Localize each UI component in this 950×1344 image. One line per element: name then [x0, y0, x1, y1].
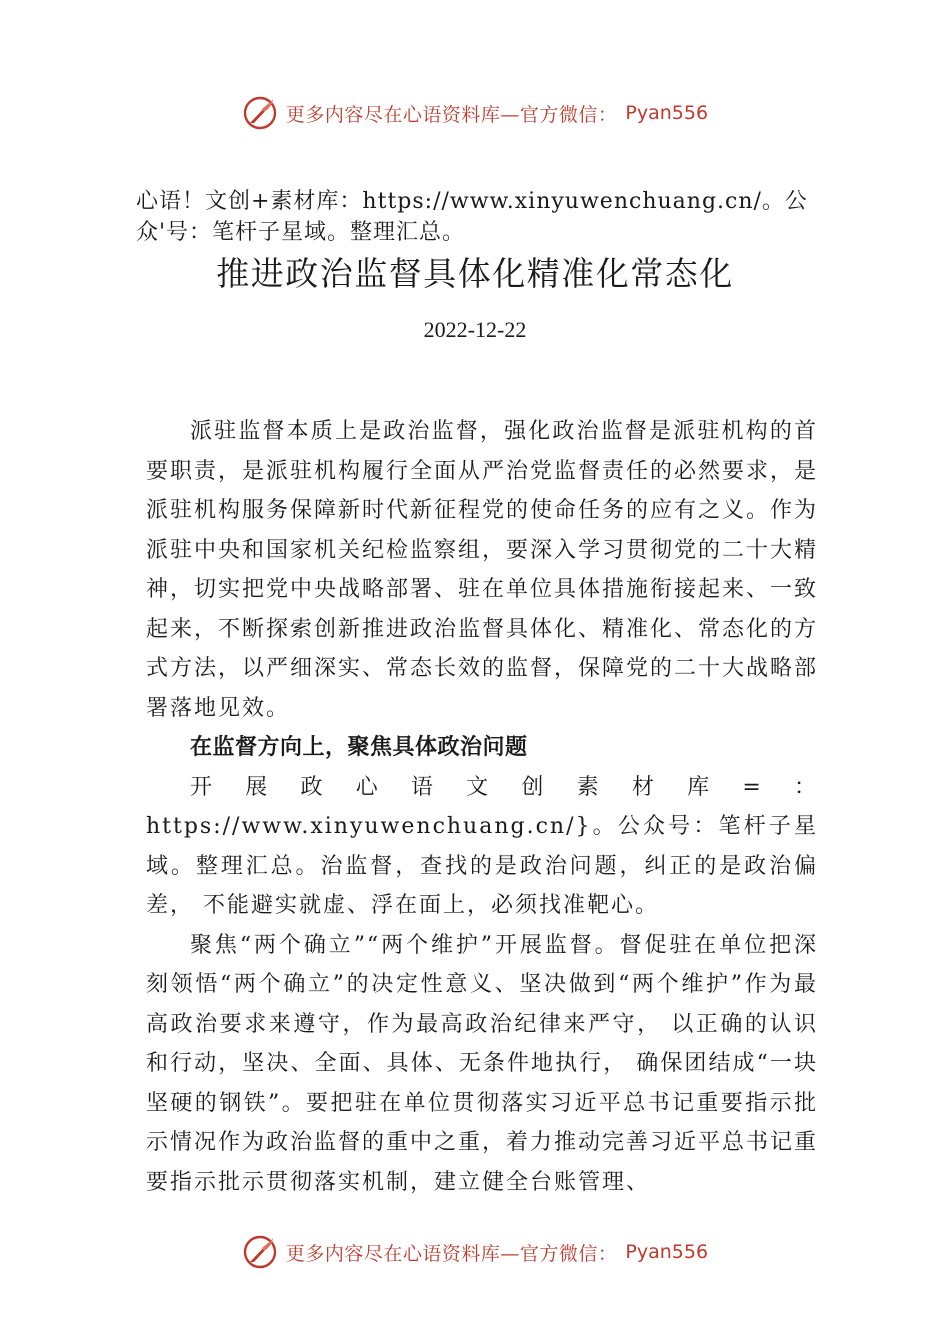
paragraph: 派驻监督本质上是政治监督，强化政治监督是派驻机构的首要职责，是派驻机构履行全面从严治党监督责任的必然要求，是派驻机构服务保障新时代新征程党的使命任务的应有之义。作为派驻中央和国家机关纪检监察组，要深入学习贯彻党的二十大精神，切实把党中央战略部署、驻在单位具体措施衔接起来、一致起来，不断探索创新推进政治监督具体化、精准化、常态化的方式方法，以严细深实、常态长效的监督，保障党的二十大战略部署落地见效。 [146, 419, 819, 721]
banner-wechat-id: Pyan556 [625, 102, 709, 124]
paragraph: 聚焦“两个确立”“两个维护”开展监督。督促驻在单位把深刻领悟“两个确立”的决定性意义、坚决做到“两个维护”作为最高政治要求来遵守，作为最高政治纪律来严守， 以正确的认识和行动，坚决、全面、具体、无条件地执行， 确保团结成“一块坚硬的钢铁”。要把驻在单位贯彻落实习近平总书记重要指示批示情况作为政治监督的重中之重，着力推动完善习近平总书记重要指示批示贯彻落实机制，建立健全台账管理、 [146, 932, 819, 1195]
footer-watermark-banner [0, 1234, 950, 1270]
document-body [146, 412, 818, 1202]
banner-wechat-id: Pyan556 [625, 1241, 709, 1263]
source-notice: 心语！文创+素材库：https://www.xinyuwenchuang.cn/。公众'号：笔杆子星域。整理汇总。 [136, 189, 808, 245]
quill-logo-icon [242, 1234, 278, 1270]
paragraph: 开展政心语文创素材库=：https://www.xinyuwenchuang.cn/}。公众号：笔杆子星域。整理汇总。治监督，查找的是政治问题，纠正的是政治偏差， 不能避实就虚、浮在面上，必须找准靶心。 [146, 774, 818, 918]
document-date: 2022-12-22 [423, 317, 527, 342]
header-watermark-banner [0, 95, 950, 131]
banner-text: 更多内容尽在心语资料库—官方微信： [285, 1242, 618, 1265]
quill-logo-icon [242, 95, 278, 131]
section-heading: 在监督方向上，聚焦具体政治问题 [190, 735, 528, 760]
document-title: 推进政治监督具体化精准化常态化 [216, 254, 734, 293]
banner-text: 更多内容尽在心语资料库—官方微信： [285, 103, 618, 126]
